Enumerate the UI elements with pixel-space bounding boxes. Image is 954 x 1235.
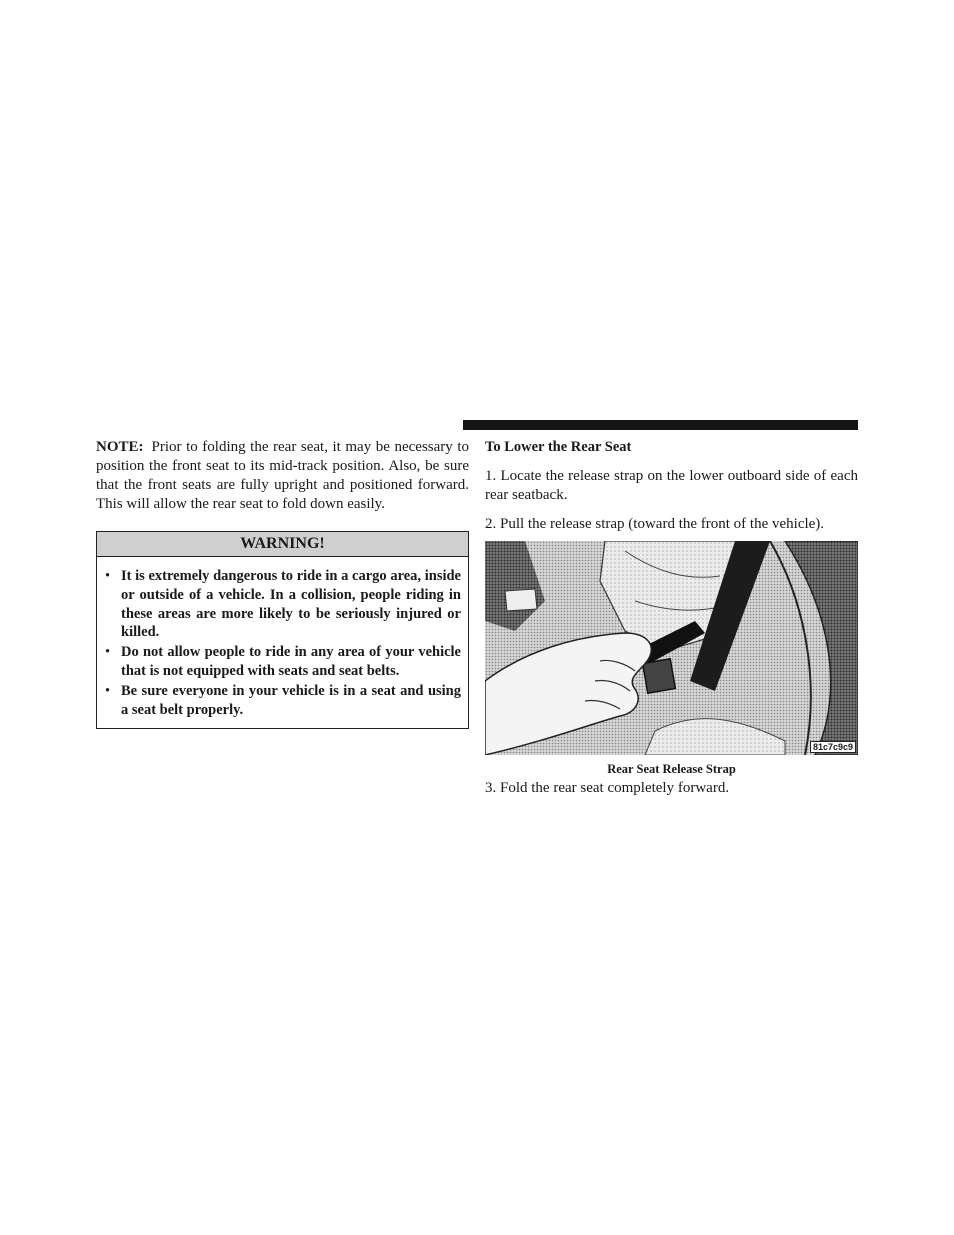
step-2: 2. Pull the release strap (toward the front of the vehicle). bbox=[485, 516, 825, 532]
warning-list bbox=[97, 557, 468, 728]
warning-box bbox=[96, 531, 469, 729]
warning-item: • Do not allow people to ride in any area of your vehicle that is not equipped with seats and seat belts. bbox=[121, 643, 461, 681]
seat-strap-drawing bbox=[485, 541, 858, 755]
step-3: 3. Fold the rear seat completely forward. bbox=[485, 780, 730, 796]
right-column bbox=[485, 438, 858, 798]
note-text: Prior to folding the rear seat, it may be necessary to position the front seat to its mid-track position. Also, be sure that the front seats are fully upright and positioned forward. This will allow the rear seat to fold down easily. bbox=[96, 439, 469, 512]
warning-title: WARNING! bbox=[97, 532, 468, 557]
section-title: To Lower the Rear Seat bbox=[485, 439, 632, 455]
note-label: NOTE: bbox=[96, 439, 144, 455]
step-1: 1. Locate the release strap on the lower outboard side of each rear seatback. bbox=[485, 468, 858, 503]
note-paragraph bbox=[96, 438, 469, 514]
section-header-rule bbox=[463, 420, 858, 430]
left-column bbox=[96, 438, 469, 729]
rear-seat-release-strap-illustration bbox=[485, 541, 858, 755]
warning-item: • It is extremely dangerous to ride in a cargo area, inside or outside of a vehicle. In a collision, people riding in these areas are more likely to be seriously injured or killed. bbox=[121, 567, 461, 642]
figure-caption: Rear Seat Release Strap bbox=[607, 762, 736, 776]
figure-code: 81c7c9c9 bbox=[810, 741, 856, 753]
warning-item: • Be sure everyone in your vehicle is in a seat and using a seat belt properly. bbox=[121, 682, 461, 720]
